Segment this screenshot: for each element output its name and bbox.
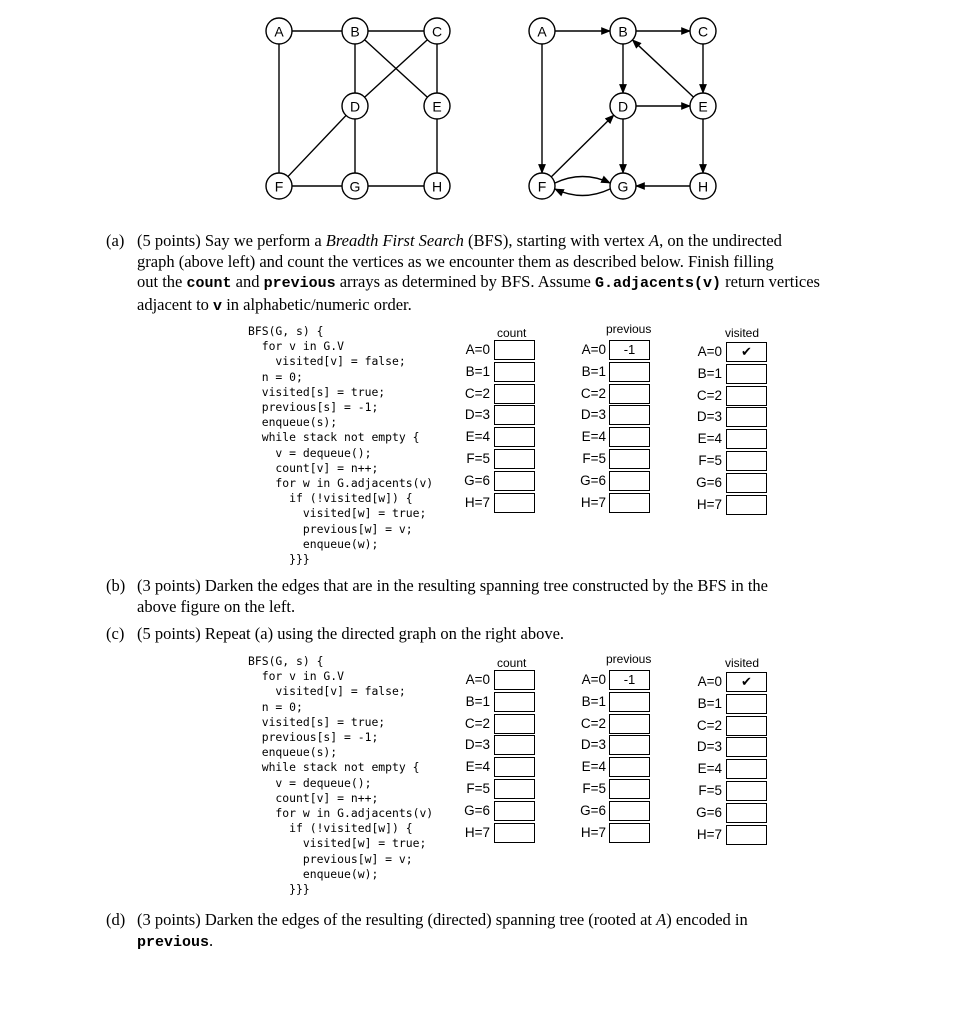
inline-code: G.adjacents(v) bbox=[595, 275, 722, 292]
previous-row-label: C=2 bbox=[580, 385, 606, 401]
code-line: BFS(G, s) { bbox=[248, 324, 324, 338]
svg-text:G: G bbox=[349, 178, 361, 195]
question-c-line bbox=[137, 624, 564, 645]
code-line: n = 0; bbox=[248, 699, 303, 714]
visited-row-label: A=0 bbox=[697, 674, 722, 689]
bfs-code bbox=[248, 324, 433, 567]
bfs-code bbox=[248, 654, 433, 897]
text-run: return vertices bbox=[721, 272, 820, 291]
count-row-label: F=5 bbox=[466, 781, 490, 796]
text-run: arrays as determined by BFS. Assume bbox=[335, 272, 595, 291]
code-line: previous[s] = -1; bbox=[248, 400, 379, 415]
previous-row-label: D=3 bbox=[580, 407, 606, 423]
text-run: out the bbox=[137, 272, 187, 291]
node-E bbox=[690, 93, 716, 119]
previous-row-label: A=0 bbox=[581, 672, 606, 687]
previous-cell[interactable] bbox=[609, 801, 650, 821]
visited-cell[interactable] bbox=[726, 407, 767, 427]
code-line: enqueue(s); bbox=[248, 745, 338, 760]
previous-row-label: B=1 bbox=[581, 363, 606, 379]
node-C bbox=[690, 18, 716, 44]
count-row-label: A=0 bbox=[465, 342, 490, 357]
visited-cell[interactable] bbox=[726, 694, 767, 714]
visited-cell[interactable] bbox=[726, 451, 767, 471]
edge-G-F bbox=[555, 189, 610, 196]
question-b-line bbox=[137, 597, 768, 618]
count-row-label: E=4 bbox=[465, 429, 490, 445]
code-line: previous[w] = v; bbox=[248, 851, 413, 866]
previous-header: previous bbox=[606, 322, 652, 336]
count-cell[interactable] bbox=[494, 757, 535, 777]
previous-cell[interactable] bbox=[609, 471, 650, 491]
visited-cell[interactable] bbox=[726, 364, 767, 384]
text-run: (5 points) Repeat (a) using the directed graph on the right above. bbox=[137, 624, 565, 643]
previous-cell[interactable] bbox=[609, 384, 650, 404]
previous-row-label: D=3 bbox=[580, 737, 606, 753]
count-row-label: C=2 bbox=[464, 715, 490, 731]
previous-row-label: G=6 bbox=[580, 472, 606, 488]
visited-row-label: C=2 bbox=[696, 387, 722, 403]
text-run: (BFS), starting with vertex bbox=[463, 231, 650, 250]
question-b-label: (b) bbox=[106, 576, 126, 595]
node-F bbox=[529, 173, 555, 199]
visited-row-label: C=2 bbox=[696, 717, 722, 733]
count-cell[interactable] bbox=[494, 384, 535, 404]
visited-cell[interactable]: ✔ bbox=[726, 672, 767, 692]
count-row-label: E=4 bbox=[465, 759, 490, 775]
visited-row-label: H=7 bbox=[696, 496, 722, 512]
node-A bbox=[529, 18, 555, 44]
count-cell[interactable] bbox=[494, 670, 535, 690]
visited-cell[interactable] bbox=[726, 495, 767, 515]
code-line: enqueue(s); bbox=[248, 415, 338, 430]
svg-text:B: B bbox=[350, 23, 360, 40]
question-a-line bbox=[137, 231, 820, 252]
previous-row-label: E=4 bbox=[581, 759, 606, 775]
visited-header: visited bbox=[725, 656, 760, 670]
code-line: count[v] = n++; bbox=[248, 790, 379, 805]
code-line: for w in G.adjacents(v) bbox=[248, 476, 434, 491]
count-cell[interactable] bbox=[494, 427, 535, 447]
previous-row-label: F=5 bbox=[582, 781, 606, 796]
count-cell[interactable] bbox=[494, 823, 535, 843]
code-line: v = dequeue(); bbox=[248, 775, 372, 790]
code-line: visited[v] = false; bbox=[248, 684, 406, 699]
visited-row-label: A=0 bbox=[697, 344, 722, 359]
count-cell[interactable] bbox=[494, 405, 535, 425]
previous-row-label: C=2 bbox=[580, 715, 606, 731]
visited-cell[interactable] bbox=[726, 825, 767, 845]
node-G bbox=[610, 173, 636, 199]
previous-cell[interactable] bbox=[609, 405, 650, 425]
visited-row-label: G=6 bbox=[696, 804, 722, 820]
code-line: while stack not empty { bbox=[248, 430, 420, 445]
previous-cell[interactable] bbox=[609, 449, 650, 469]
visited-cell[interactable] bbox=[726, 386, 767, 406]
inline-code: previous bbox=[137, 933, 210, 951]
visited-cell[interactable] bbox=[726, 803, 767, 823]
question-b-line bbox=[137, 576, 768, 597]
node-B bbox=[610, 18, 636, 44]
svg-text:F: F bbox=[537, 178, 547, 195]
previous-cell[interactable] bbox=[609, 779, 650, 799]
count-cell[interactable] bbox=[494, 801, 535, 821]
code-line: v = dequeue(); bbox=[248, 445, 372, 460]
count-cell[interactable] bbox=[494, 692, 535, 712]
visited-row-label: H=7 bbox=[696, 826, 722, 842]
text-run: (3 points) Darken the edges that are in the resulting spanning tree constructed by the BFS in the bbox=[137, 576, 768, 595]
code-line: }}} bbox=[248, 882, 310, 897]
visited-row-label: F=5 bbox=[698, 783, 722, 798]
inline-code: count bbox=[186, 275, 232, 292]
code-line: if (!visited[w]) { bbox=[248, 821, 413, 836]
previous-row-label: E=4 bbox=[581, 429, 606, 445]
svg-text:E: E bbox=[698, 98, 708, 115]
svg-text:C: C bbox=[431, 23, 443, 40]
previous-cell[interactable] bbox=[609, 493, 650, 513]
count-cell[interactable] bbox=[494, 779, 535, 799]
code-line: previous[s] = -1; bbox=[248, 730, 379, 745]
count-row-label: D=3 bbox=[464, 737, 490, 753]
previous-cell[interactable] bbox=[609, 735, 650, 755]
count-row-label: H=7 bbox=[464, 824, 490, 840]
edge-F-D bbox=[551, 115, 614, 177]
svg-text:G: G bbox=[617, 178, 629, 195]
text-run: graph (above left) and count the vertices as we encounter them as described below. Finish filling bbox=[137, 251, 774, 271]
previous-cell[interactable] bbox=[609, 714, 650, 734]
visited-cell[interactable] bbox=[726, 759, 767, 779]
visited-cell[interactable] bbox=[726, 737, 767, 757]
visited-row-label: G=6 bbox=[696, 474, 722, 490]
code-line: previous[w] = v; bbox=[248, 521, 413, 536]
edge-E-B bbox=[632, 40, 693, 97]
code-line: BFS(G, s) { bbox=[248, 654, 324, 668]
text-run: A bbox=[656, 910, 667, 929]
visited-header: visited bbox=[725, 326, 760, 340]
count-cell[interactable] bbox=[494, 449, 535, 469]
inline-code: previous bbox=[263, 275, 336, 292]
code-line: for w in G.adjacents(v) bbox=[248, 806, 434, 821]
question-a-label: (a) bbox=[106, 231, 125, 250]
question-d-line bbox=[137, 931, 748, 954]
visited-row-label: D=3 bbox=[696, 409, 722, 425]
visited-row-label: F=5 bbox=[698, 453, 722, 468]
text-run: A bbox=[649, 231, 660, 250]
code-line: while stack not empty { bbox=[248, 760, 420, 775]
count-row-label: C=2 bbox=[464, 385, 490, 401]
directed-graph bbox=[0, 0, 969, 210]
svg-text:D: D bbox=[617, 98, 629, 115]
code-line: if (!visited[w]) { bbox=[248, 491, 413, 506]
visited-cell[interactable] bbox=[726, 781, 767, 801]
code-line: enqueue(w); bbox=[248, 536, 379, 551]
question-d-text bbox=[137, 910, 748, 953]
visited-cell[interactable] bbox=[726, 473, 767, 493]
code-line: visited[w] = true; bbox=[248, 506, 427, 521]
previous-row-label: F=5 bbox=[582, 451, 606, 466]
visited-row-label: B=1 bbox=[697, 365, 722, 381]
count-row-label: H=7 bbox=[464, 494, 490, 510]
previous-cell[interactable]: -1 bbox=[609, 340, 650, 360]
svg-text:F: F bbox=[274, 178, 284, 195]
previous-cell[interactable] bbox=[609, 427, 650, 447]
count-cell[interactable] bbox=[494, 714, 535, 734]
visited-row-label: E=4 bbox=[697, 761, 722, 777]
code-line: visited[w] = true; bbox=[248, 836, 427, 851]
svg-text:A: A bbox=[537, 23, 547, 40]
previous-cell[interactable]: -1 bbox=[609, 670, 650, 690]
node-H bbox=[690, 173, 716, 199]
code-line: }}} bbox=[248, 552, 310, 567]
edge-F-G bbox=[555, 177, 610, 184]
code-line: visited[s] = true; bbox=[248, 384, 386, 399]
question-d-line bbox=[137, 910, 748, 931]
code-line: count[v] = n++; bbox=[248, 460, 379, 475]
previous-cell[interactable] bbox=[609, 362, 650, 382]
previous-header: previous bbox=[606, 652, 652, 666]
question-d-label: (d) bbox=[106, 910, 126, 929]
question-b-text bbox=[137, 576, 768, 617]
visited-row-label: D=3 bbox=[696, 739, 722, 755]
code-line: enqueue(w); bbox=[248, 866, 379, 881]
svg-text:A: A bbox=[274, 23, 284, 40]
text-run: , on the undirected bbox=[659, 231, 782, 250]
svg-text:E: E bbox=[432, 98, 442, 115]
code-line: visited[s] = true; bbox=[248, 714, 386, 729]
text-run: and bbox=[231, 272, 264, 291]
code-line: visited[v] = false; bbox=[248, 354, 406, 369]
question-a-line bbox=[137, 252, 820, 273]
count-cell[interactable] bbox=[494, 340, 535, 360]
previous-row-label: B=1 bbox=[581, 693, 606, 709]
text-run: (5 points) Say we perform a bbox=[137, 231, 326, 250]
question-c-text bbox=[137, 624, 564, 645]
visited-row-label: E=4 bbox=[697, 431, 722, 447]
svg-text:B: B bbox=[618, 23, 628, 40]
previous-cell[interactable] bbox=[609, 692, 650, 712]
previous-row-label: A=0 bbox=[581, 342, 606, 357]
svg-text:H: H bbox=[697, 178, 709, 195]
question-a-line bbox=[137, 272, 820, 295]
node-D bbox=[610, 93, 636, 119]
count-row-label: F=5 bbox=[466, 451, 490, 466]
count-row-label: G=6 bbox=[464, 802, 490, 818]
count-cell[interactable] bbox=[494, 471, 535, 491]
text-run: in alphabetic/numeric order. bbox=[222, 294, 412, 314]
count-header: count bbox=[497, 656, 527, 670]
visited-cell[interactable] bbox=[726, 429, 767, 449]
count-cell[interactable] bbox=[494, 735, 535, 755]
text-run: Breadth First Search bbox=[325, 231, 464, 250]
question-a-line bbox=[137, 295, 820, 318]
count-row-label: B=1 bbox=[465, 363, 490, 379]
previous-cell[interactable] bbox=[609, 823, 650, 843]
inline-code: v bbox=[213, 297, 223, 315]
count-header: count bbox=[497, 326, 527, 340]
text-run: (3 points) Darken the edges of the resulting (directed) spanning tree (rooted at bbox=[137, 910, 657, 929]
svg-text:C: C bbox=[697, 23, 709, 40]
previous-row-label: H=7 bbox=[580, 824, 606, 840]
previous-cell[interactable] bbox=[609, 757, 650, 777]
count-row-label: G=6 bbox=[464, 472, 490, 488]
text-run: above figure on the left. bbox=[137, 596, 296, 616]
previous-row-label: H=7 bbox=[580, 494, 606, 510]
visited-cell[interactable] bbox=[726, 716, 767, 736]
count-row-label: D=3 bbox=[464, 407, 490, 423]
code-line: for v in G.V bbox=[248, 669, 345, 684]
count-cell[interactable] bbox=[494, 493, 535, 513]
question-c-label: (c) bbox=[106, 624, 125, 643]
text-run: adjacent to bbox=[137, 294, 214, 314]
count-cell[interactable] bbox=[494, 362, 535, 382]
count-row-label: A=0 bbox=[465, 672, 490, 687]
svg-text:D: D bbox=[349, 98, 361, 115]
count-row-label: B=1 bbox=[465, 693, 490, 709]
visited-row-label: B=1 bbox=[697, 695, 722, 711]
code-line: for v in G.V bbox=[248, 339, 345, 354]
text-run: . bbox=[209, 930, 214, 950]
svg-text:H: H bbox=[431, 178, 443, 195]
visited-cell[interactable]: ✔ bbox=[726, 342, 767, 362]
text-run: ) encoded in bbox=[666, 910, 748, 929]
question-a-text bbox=[137, 231, 820, 317]
previous-row-label: G=6 bbox=[580, 802, 606, 818]
code-line: n = 0; bbox=[248, 369, 303, 384]
